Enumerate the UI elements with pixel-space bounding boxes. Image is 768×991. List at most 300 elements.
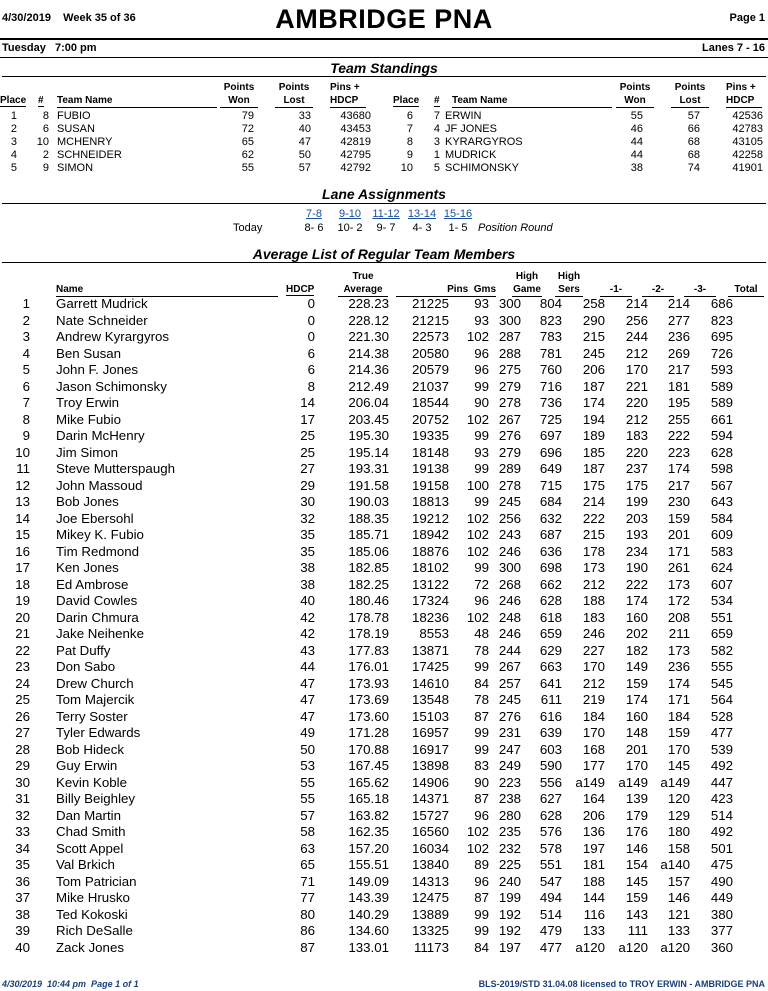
player-hdcp: 55 xyxy=(300,791,315,806)
player-hdcp: 71 xyxy=(300,873,315,889)
standings-left-team-header: Team Name xyxy=(57,94,217,108)
standings-points-lost: 57 xyxy=(298,162,311,174)
page-title: AMBRIDGE PNA xyxy=(275,4,493,34)
player-game-1: 206 xyxy=(582,807,605,823)
player-rank: 27 xyxy=(15,725,30,740)
player-pins: 20579 xyxy=(412,362,449,377)
average-avg-header: True Average xyxy=(338,270,388,297)
player-average: 176.01 xyxy=(348,659,389,674)
table-row xyxy=(0,709,733,726)
player-hdcp: 29 xyxy=(300,477,315,493)
player-hdcp: 35 xyxy=(300,543,315,559)
standings-right-won-header: Points Won xyxy=(616,81,654,108)
player-game-3: 223 xyxy=(667,444,690,460)
player-pins: 18942 xyxy=(412,527,449,542)
player-total: 380 xyxy=(710,906,733,922)
player-game-1: a120 xyxy=(575,939,605,955)
player-total: 628 xyxy=(710,444,733,460)
player-name: Bob Jones xyxy=(56,494,119,509)
player-game-1: 219 xyxy=(582,692,605,707)
player-game-2: 212 xyxy=(625,345,648,361)
player-games: 102 xyxy=(466,510,489,526)
lane-value: 1- 5 xyxy=(448,222,468,234)
player-high-series: 783 xyxy=(539,329,562,344)
lane-pair-11-12[interactable]: 11-12 xyxy=(372,208,400,220)
standings-points-lost: 50 xyxy=(298,149,311,161)
standings-row xyxy=(393,162,763,175)
player-game-3: 120 xyxy=(667,791,690,806)
player-rank: 7 xyxy=(22,395,30,410)
standings-pins-hdcp: 42783 xyxy=(732,123,763,135)
player-pins: 19138 xyxy=(412,461,449,476)
standings-pins-hdcp: 42792 xyxy=(340,162,371,174)
player-pins: 13840 xyxy=(412,857,449,872)
table-row xyxy=(0,626,733,643)
lane-pair-15-16[interactable]: 15-16 xyxy=(443,208,473,220)
player-game-2: 212 xyxy=(625,411,648,427)
player-game-2: 234 xyxy=(625,543,648,559)
table-row xyxy=(0,296,733,313)
player-total: 492 xyxy=(710,758,733,773)
player-game-3: 211 xyxy=(668,626,690,641)
lane-pair-7-8[interactable]: 7-8 xyxy=(306,208,322,220)
standings-team-number: 7 xyxy=(433,110,440,122)
player-name: Tom Majercik xyxy=(56,692,135,707)
player-average: 214.38 xyxy=(348,345,389,361)
player-games: 102 xyxy=(466,411,489,427)
player-pins: 14906 xyxy=(412,774,449,790)
player-rank: 13 xyxy=(15,494,30,509)
player-name: Jim Simon xyxy=(56,444,119,460)
standings-row xyxy=(0,123,371,136)
player-game-3: 174 xyxy=(667,675,690,691)
player-name: Pat Duffy xyxy=(56,642,111,658)
player-high-game: 256 xyxy=(498,510,521,526)
player-average: 165.62 xyxy=(348,774,389,790)
player-average: 188.35 xyxy=(348,510,389,526)
player-pins: 16034 xyxy=(412,840,449,856)
player-pins: 8553 xyxy=(419,626,449,641)
player-high-series: 641 xyxy=(539,675,562,691)
player-rank: 25 xyxy=(15,692,30,707)
player-game-2: 154 xyxy=(625,857,648,872)
footer-license: BLS-2019/STD 31.04.08 licensed to TROY ERWIN - AMBRIDGE PNA xyxy=(478,979,765,989)
player-hdcp: 42 xyxy=(300,609,315,625)
player-game-1: 214 xyxy=(582,494,605,509)
player-high-game: 192 xyxy=(498,906,521,922)
player-total: 539 xyxy=(710,741,733,757)
player-average: 162.35 xyxy=(348,824,389,839)
standings-team-name: SCHNEIDER xyxy=(57,149,122,161)
average-game2-header: -2- xyxy=(642,283,674,297)
standings-right-lost-header: Points Lost xyxy=(671,81,709,108)
player-game-1: 136 xyxy=(582,824,605,839)
player-high-series: 576 xyxy=(539,824,562,839)
player-games: 99 xyxy=(474,378,489,394)
standings-points-won: 38 xyxy=(630,162,643,174)
player-hdcp: 87 xyxy=(300,939,315,955)
player-game-3: 180 xyxy=(667,824,690,839)
player-name: Joe Ebersohl xyxy=(56,510,134,526)
player-game-1: 227 xyxy=(582,642,605,658)
table-row xyxy=(0,346,733,363)
player-high-series: 823 xyxy=(539,312,562,328)
player-game-1: 188 xyxy=(582,593,605,608)
player-game-3: 277 xyxy=(667,312,690,328)
player-high-game: 249 xyxy=(498,758,521,773)
player-name: Bob Hideck xyxy=(56,741,124,757)
header-page: Page 1 xyxy=(729,12,765,24)
player-hdcp: 55 xyxy=(300,774,315,790)
standings-left-hdcp-header: Pins + HDCP xyxy=(330,81,366,108)
player-pins: 13548 xyxy=(412,692,449,707)
player-high-series: 781 xyxy=(539,345,562,361)
table-row xyxy=(0,742,733,759)
player-game-2: 175 xyxy=(625,477,648,493)
player-game-2: 183 xyxy=(625,428,648,443)
player-average: 180.46 xyxy=(348,593,389,608)
player-high-game: 240 xyxy=(498,873,521,889)
player-high-series: 590 xyxy=(539,758,562,773)
lanes-title-rule xyxy=(2,203,766,204)
player-game-1: 170 xyxy=(582,725,605,740)
player-average: 178.19 xyxy=(348,626,389,641)
player-game-3: 236 xyxy=(667,329,690,344)
player-rank: 10 xyxy=(15,444,30,460)
player-hdcp: 42 xyxy=(300,626,315,641)
player-rank: 29 xyxy=(15,758,30,773)
player-game-3: 146 xyxy=(667,890,690,905)
player-game-2: 222 xyxy=(625,576,648,592)
player-pins: 14371 xyxy=(412,791,449,806)
player-total: 598 xyxy=(710,461,733,476)
standings-right-table xyxy=(393,110,763,175)
player-game-2: 160 xyxy=(625,609,648,625)
standings-row xyxy=(393,149,763,162)
table-row xyxy=(0,890,733,907)
table-row xyxy=(0,907,733,924)
lanes-title: Lane Assignments xyxy=(322,186,446,202)
player-high-series: 649 xyxy=(539,461,562,476)
player-total: 609 xyxy=(710,527,733,542)
player-game-3: 184 xyxy=(667,708,690,724)
player-rank: 17 xyxy=(15,560,30,575)
player-hdcp: 6 xyxy=(307,362,315,377)
player-game-1: 206 xyxy=(582,362,605,377)
player-game-2: 174 xyxy=(625,692,648,707)
standings-pins-hdcp: 42258 xyxy=(732,149,763,161)
player-high-game: 257 xyxy=(498,675,521,691)
standings-points-lost: 74 xyxy=(687,162,700,174)
player-high-series: 547 xyxy=(539,873,562,889)
player-game-2: 149 xyxy=(625,659,648,674)
player-game-1: 144 xyxy=(582,890,605,905)
player-high-game: 243 xyxy=(498,527,521,542)
player-game-1: 175 xyxy=(582,477,605,493)
table-row xyxy=(0,511,733,528)
player-games: 102 xyxy=(466,824,489,839)
player-high-game: 289 xyxy=(498,461,521,476)
player-hdcp: 6 xyxy=(307,345,315,361)
player-high-game: 280 xyxy=(498,807,521,823)
average-table xyxy=(0,296,733,956)
player-game-1: 258 xyxy=(582,296,605,311)
player-average: 170.88 xyxy=(348,741,389,757)
player-total: 661 xyxy=(710,411,733,427)
player-hdcp: 80 xyxy=(300,906,315,922)
header-date: 4/30/2019 xyxy=(2,12,51,24)
player-pins: 18813 xyxy=(412,494,449,509)
player-game-2: 221 xyxy=(625,378,648,394)
player-high-game: 278 xyxy=(498,477,521,493)
player-high-series: 632 xyxy=(539,510,562,526)
player-rank: 21 xyxy=(15,626,30,641)
player-game-1: 183 xyxy=(582,609,605,625)
standings-points-won: 55 xyxy=(630,110,643,122)
player-total: 447 xyxy=(710,774,733,790)
player-hdcp: 14 xyxy=(300,395,315,410)
player-high-series: 616 xyxy=(539,708,562,724)
player-game-3: 217 xyxy=(667,477,690,493)
player-game-3: 173 xyxy=(667,642,690,658)
standings-place: 5 xyxy=(10,162,17,174)
player-pins: 11173 xyxy=(413,939,449,955)
player-game-2: 160 xyxy=(625,708,648,724)
average-high-game-header: High Game xyxy=(513,271,541,295)
player-pins: 17425 xyxy=(412,659,449,674)
player-game-3: 158 xyxy=(667,840,690,856)
player-game-2: 214 xyxy=(625,296,648,311)
player-pins: 13889 xyxy=(412,906,449,922)
player-game-2: 190 xyxy=(625,560,648,575)
player-games: 93 xyxy=(474,312,489,328)
player-game-2: 244 xyxy=(625,329,648,344)
player-hdcp: 40 xyxy=(300,593,315,608)
table-row xyxy=(0,313,733,330)
player-high-series: 639 xyxy=(539,725,562,740)
player-hdcp: 0 xyxy=(307,312,315,328)
player-games: 102 xyxy=(466,840,489,856)
player-pins: 18148 xyxy=(412,444,449,460)
standings-team-number: 3 xyxy=(433,136,440,148)
player-games: 99 xyxy=(474,741,489,757)
player-game-2: a120 xyxy=(618,939,648,955)
player-total: 423 xyxy=(710,791,733,806)
average-total-header: Total xyxy=(728,283,764,297)
standings-row xyxy=(0,149,371,162)
player-rank: 39 xyxy=(15,923,30,938)
standings-right-place-header: Place xyxy=(393,95,420,106)
player-games: 78 xyxy=(474,692,489,707)
player-games: 99 xyxy=(474,494,489,509)
player-rank: 26 xyxy=(15,708,30,724)
player-high-game: 300 xyxy=(498,296,521,311)
player-pins: 20580 xyxy=(412,345,449,361)
player-game-2: 199 xyxy=(625,494,648,509)
player-rank: 32 xyxy=(15,807,30,823)
player-high-game: 245 xyxy=(498,692,521,707)
standings-pins-hdcp: 42795 xyxy=(340,149,371,161)
player-pins: 13898 xyxy=(412,758,449,773)
player-game-2: 203 xyxy=(625,510,648,526)
player-high-game: 248 xyxy=(498,609,521,625)
player-game-3: 236 xyxy=(667,659,690,674)
player-high-series: 618 xyxy=(539,609,562,625)
standings-title-rule xyxy=(2,76,766,77)
standings-points-lost: 33 xyxy=(298,110,311,122)
table-row xyxy=(0,808,733,825)
standings-right-team-header: Team Name xyxy=(452,94,612,108)
player-average: 173.69 xyxy=(348,692,389,707)
table-row xyxy=(0,544,733,561)
player-hdcp: 25 xyxy=(300,444,315,460)
player-hdcp: 17 xyxy=(300,411,315,427)
player-pins: 18544 xyxy=(412,395,449,410)
player-high-series: 628 xyxy=(539,593,562,608)
player-game-3: a149 xyxy=(660,774,690,790)
standings-row xyxy=(393,110,763,123)
player-hdcp: 0 xyxy=(307,296,315,311)
player-name: John F. Jones xyxy=(56,362,139,377)
player-name: Zack Jones xyxy=(56,939,124,955)
player-pins: 21225 xyxy=(412,296,449,311)
player-rank: 36 xyxy=(15,873,30,889)
standings-team-name: ERWIN xyxy=(445,110,482,122)
player-rank: 2 xyxy=(22,312,30,328)
player-rank: 11 xyxy=(16,461,30,476)
player-game-3: 230 xyxy=(667,494,690,509)
player-rank: 30 xyxy=(15,774,30,790)
player-game-1: 212 xyxy=(582,675,605,691)
player-pins: 14313 xyxy=(412,873,449,889)
player-games: 100 xyxy=(466,477,489,493)
player-games: 99 xyxy=(474,725,489,740)
player-total: 377 xyxy=(710,923,733,938)
player-game-3: 269 xyxy=(667,345,690,361)
player-hdcp: 57 xyxy=(300,807,315,823)
player-average: 193.31 xyxy=(348,461,389,476)
player-hdcp: 86 xyxy=(300,923,315,938)
table-row xyxy=(0,560,733,577)
average-game1-header: -1- xyxy=(600,283,632,297)
player-rank: 31 xyxy=(15,791,30,806)
player-name: Guy Erwin xyxy=(56,758,118,773)
player-hdcp: 38 xyxy=(300,576,315,592)
lane-pair-13-14[interactable]: 13-14 xyxy=(407,208,437,220)
player-pins: 16917 xyxy=(412,741,449,757)
player-games: 87 xyxy=(474,791,489,806)
player-total: 584 xyxy=(710,510,733,526)
average-hdcp-header: HDCP xyxy=(286,284,315,295)
player-rank: 12 xyxy=(15,477,30,493)
player-high-series: 629 xyxy=(539,642,562,658)
lane-value: 10- 2 xyxy=(337,222,363,234)
player-game-1: a149 xyxy=(575,774,605,790)
player-average: 134.60 xyxy=(348,923,389,938)
standings-team-name: FUBIO xyxy=(57,110,91,122)
player-average: 191.58 xyxy=(348,477,389,493)
player-pins: 18876 xyxy=(412,543,449,559)
standings-points-won: 65 xyxy=(241,136,254,148)
player-games: 78 xyxy=(474,642,489,658)
player-game-1: 212 xyxy=(582,576,605,592)
player-rank: 38 xyxy=(15,906,30,922)
standings-points-won: 46 xyxy=(630,123,643,135)
header-rule xyxy=(0,38,768,40)
player-games: 99 xyxy=(474,923,489,938)
standings-points-won: 44 xyxy=(630,136,643,148)
player-game-1: 290 xyxy=(582,312,605,328)
standings-team-name: SUSAN xyxy=(57,123,95,135)
standings-team-name: MUDRICK xyxy=(445,149,497,161)
table-row xyxy=(0,758,733,775)
player-name: Tom Patrician xyxy=(56,873,137,889)
player-average: 214.36 xyxy=(348,362,389,377)
player-high-series: 725 xyxy=(539,411,562,427)
player-high-game: 235 xyxy=(498,824,521,839)
player-game-1: 177 xyxy=(582,758,605,773)
player-game-3: 181 xyxy=(667,378,690,394)
player-games: 99 xyxy=(474,461,489,476)
player-total: 555 xyxy=(710,659,733,674)
player-game-1: 178 xyxy=(582,543,605,559)
standings-points-lost: 57 xyxy=(687,110,700,122)
player-rank: 24 xyxy=(15,675,30,691)
player-average: 206.04 xyxy=(348,395,389,410)
table-row xyxy=(0,692,733,709)
player-pins: 15103 xyxy=(412,708,449,724)
standings-left-num-header: # xyxy=(38,95,44,106)
header-week: Week 35 of 36 xyxy=(63,12,136,24)
standings-points-lost: 66 xyxy=(687,123,700,135)
player-name: Mike Hrusko xyxy=(56,890,130,905)
player-game-1: 187 xyxy=(582,461,605,476)
player-rank: 16 xyxy=(15,543,30,559)
lane-pair-9-10[interactable]: 9-10 xyxy=(338,208,362,220)
player-high-game: 267 xyxy=(498,411,521,427)
table-row xyxy=(0,791,733,808)
player-games: 99 xyxy=(474,428,489,443)
player-games: 93 xyxy=(474,296,489,311)
player-average: 185.71 xyxy=(348,527,389,542)
player-high-game: 279 xyxy=(498,378,521,394)
player-rank: 8 xyxy=(22,411,30,427)
player-rank: 34 xyxy=(15,840,30,856)
player-games: 96 xyxy=(474,593,489,608)
player-high-game: 278 xyxy=(498,395,521,410)
table-row xyxy=(0,379,733,396)
standings-team-number: 1 xyxy=(433,149,440,161)
average-game3-header: -3- xyxy=(684,283,716,297)
table-row xyxy=(0,923,733,940)
player-game-3: 159 xyxy=(667,725,690,740)
player-total: 582 xyxy=(710,642,733,658)
player-name: Ed Ambrose xyxy=(56,576,129,592)
player-total: 490 xyxy=(710,873,733,889)
player-game-2: 182 xyxy=(625,642,648,658)
standings-team-number: 9 xyxy=(42,162,49,174)
player-game-2: 148 xyxy=(625,725,648,740)
player-high-game: 246 xyxy=(498,543,521,559)
player-rank: 23 xyxy=(15,659,30,674)
player-name: John Massoud xyxy=(56,477,143,493)
player-game-2: 256 xyxy=(625,312,648,328)
player-name: David Cowles xyxy=(56,593,138,608)
player-game-2: 145 xyxy=(625,873,648,889)
player-name: Tyler Edwards xyxy=(56,725,141,740)
table-row xyxy=(0,329,733,346)
player-rank: 14 xyxy=(15,510,30,526)
